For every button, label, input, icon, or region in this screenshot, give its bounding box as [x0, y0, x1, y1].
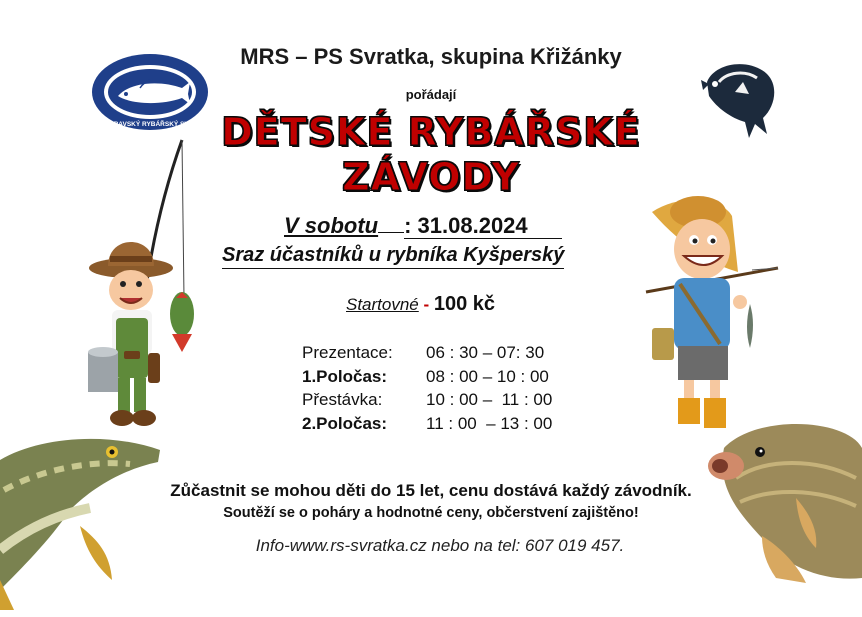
date-value: : 31.08.2024: [404, 213, 562, 239]
date-gap: [378, 214, 404, 233]
schedule-name: Prezentace:: [302, 343, 393, 362]
prizes-text: Soutěží se o poháry a hodnotné ceny, občerstvení zajištěno!: [223, 505, 639, 521]
event-date: [284, 213, 562, 239]
schedule-time: 06 : 30 – 07: 30: [426, 343, 545, 362]
subtitle: pořádají: [405, 87, 457, 102]
meeting-place: Sraz účastníků u rybníka Kyšperský: [222, 244, 564, 269]
entry-fee: [346, 293, 495, 316]
boy-fisher-left-icon: [86, 138, 206, 430]
main-title-line2: ZÁVODY: [342, 155, 520, 199]
schedule-row: [302, 412, 552, 436]
carp-fish-icon: [706, 418, 862, 583]
schedule-table: [302, 341, 552, 435]
date-label: V sobotu: [284, 213, 379, 238]
logo-text: MORAVSKÝ RYBÁŘSKÝ SVAZ: [103, 121, 197, 128]
schedule-name: Přestávka:: [302, 390, 383, 409]
boy-fisher-right-icon: [640, 194, 790, 444]
main-title-line1: DĚTSKÉ RYBÁŘSKÉ: [221, 110, 641, 154]
fee-dash: -: [418, 295, 434, 314]
schedule-name: 2.Poločas:: [302, 413, 388, 433]
fee-label: Startovné: [346, 295, 419, 314]
schedule-row: [302, 365, 552, 389]
organizer-title: MRS – PS Svratka, skupina Křižánky: [240, 44, 622, 69]
schedule-time: 10 : 00 – 11 : 00: [426, 390, 553, 409]
schedule-time: 08 : 00 – 10 : 00: [426, 366, 549, 386]
contact-info: Info-www.rs-svratka.cz nebo na tel: 607 019 457.: [255, 536, 625, 555]
eligibility-text: Zůčastnit se mohou děti do 15 let, cenu dostává každý závodník.: [170, 481, 692, 500]
schedule-row: [302, 341, 552, 365]
schedule-row: [302, 388, 552, 412]
schedule-time: 11 : 00 – 13 : 00: [426, 413, 553, 433]
fee-amount: 100 kč: [433, 293, 496, 315]
schedule-name: 1.Poločas:: [302, 366, 388, 386]
